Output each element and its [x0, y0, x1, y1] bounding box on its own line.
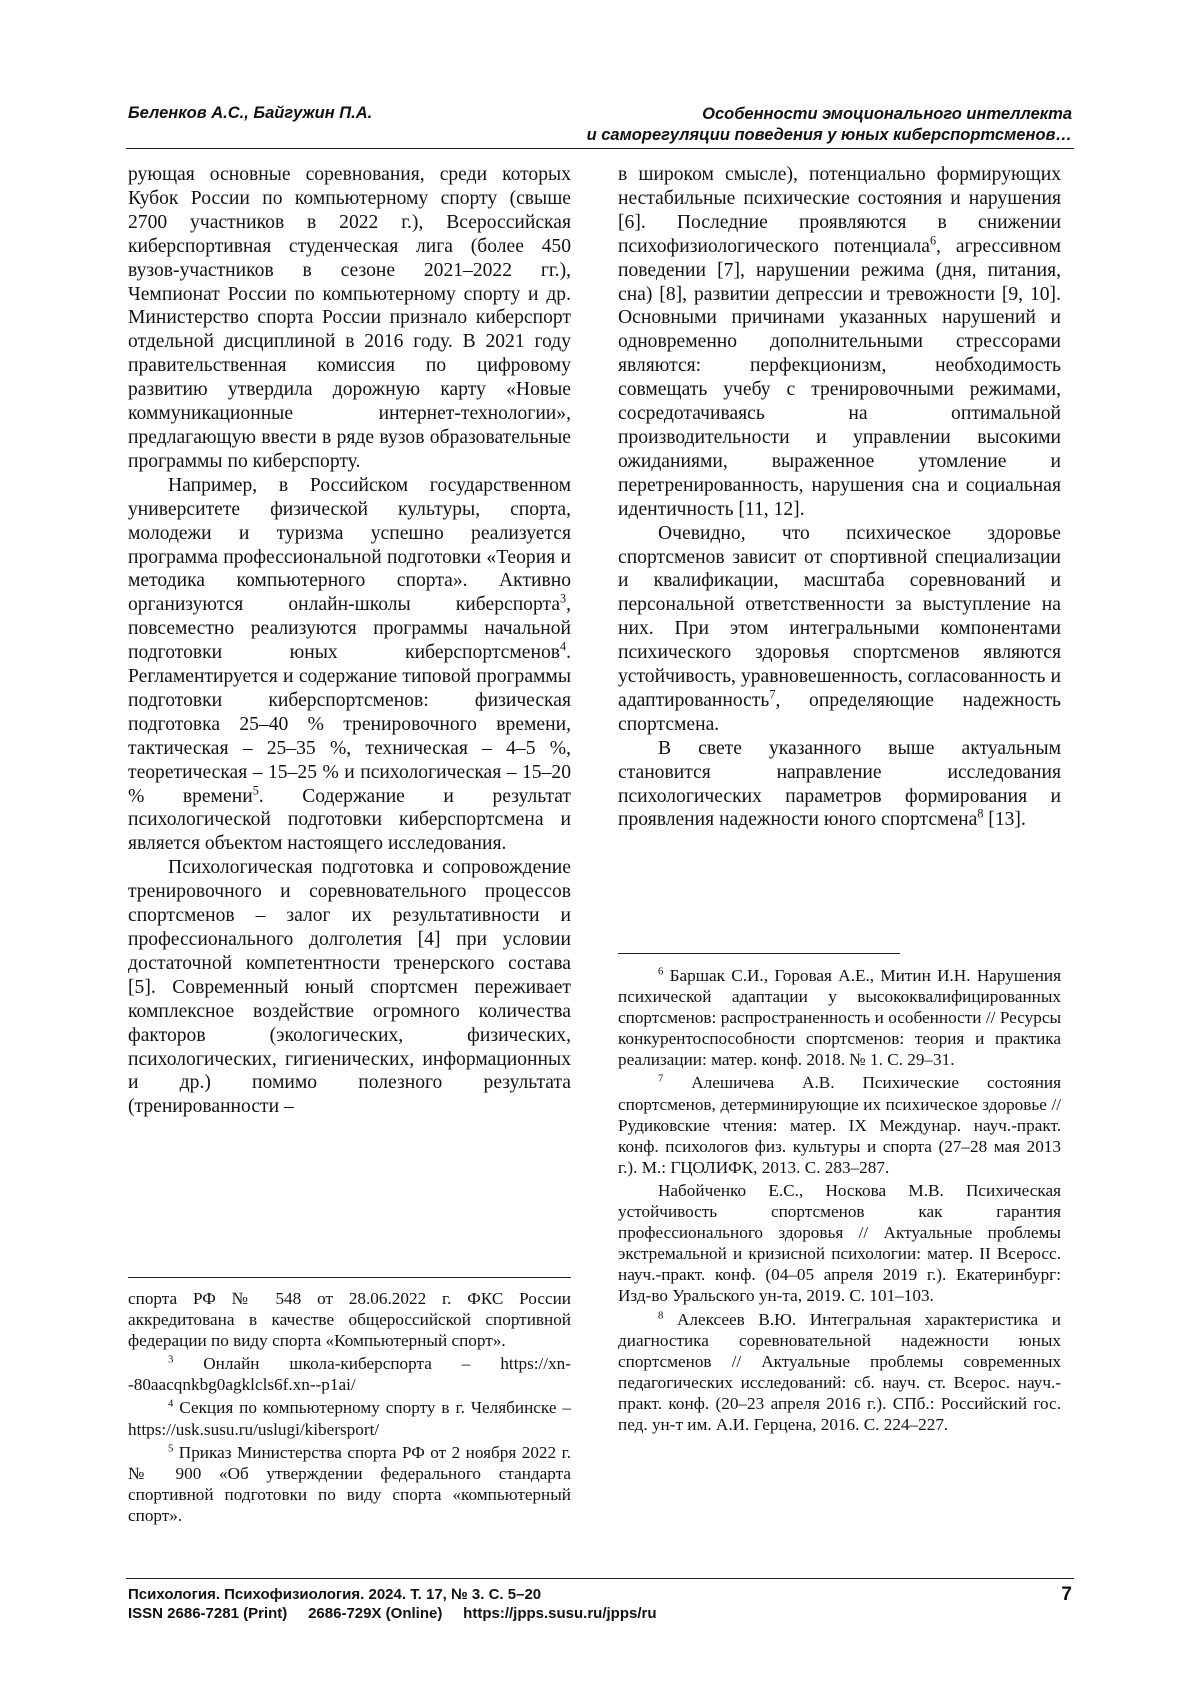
issn-online: 2686-729X (Online) — [308, 1605, 443, 1622]
page-number: 7 — [1061, 1584, 1072, 1605]
right-column — [618, 163, 1061, 832]
right-footnotes — [618, 965, 1061, 1437]
footnote-ref: 4 — [560, 639, 567, 654]
paragraph: Психологическая подготовка и сопровождение тренировочного и соревновательного процессов спортсменов – залог их результативности и профессионального долголетия [4] при условии достаточной компетентности тренерского состава [5]. Современный юный спортсмен переживает комплексное воздействие огромного количества факторов (экологических, физических, психологических, гигиенических, информационных и др.) помимо полезного результата (тренированности – — [128, 857, 571, 1118]
footnote: Набойченко Е.С., Носкова М.В. Психическая устойчивость спортсменов как гарантия профессионального здоровья // Актуальные проблемы экстремальной и кризисной психологии: матер. II Всеросс. науч.-практ. конф. (04–05 апреля 2019 г.). Екатеринбург: Изд-во Уральского ун-та, 2019. С. 101–103. — [618, 1180, 1061, 1306]
footnote-text: Онлайн школа-киберспорта – https://xn--80aacqnkbg0agklcls6f.xn--p1ai/ — [128, 1354, 571, 1395]
text-run: , повсеместно реализуются программы начальной подготовки юных киберспортсменов — [128, 594, 571, 664]
left-footnotes — [128, 1288, 571, 1528]
footnote-ref: 8 — [977, 807, 984, 822]
journal-url: https://jpps.susu.ru/jpps/ru — [463, 1605, 657, 1622]
text-run: . Регламентируется и содержание типовой программы подготовки киберспортсменов: физическая подготовка 25–40 % тренировочного времени, тактическая – 25–35 %, техническая – 4–5 %, теоретическая – 15–25 % и психологическая – 15–20 % времени — [128, 642, 571, 807]
footnote-text: Секция по компьютерному спорту в г. Челябинске – https://usk.susu.ru/uslugi/kibersport/ — [128, 1398, 571, 1439]
footnote-text: Алексеев В.Ю. Интегральная характеристика и диагностика соревновательной надежности юных спортсменов // Актуальные проблемы современных педагогических исследований: сб. науч. ст. Всерос. науч.-практ. конф. (20–23 апреля 2016 г.). СПб.: Российский гос. пед. ун-т им. А.И. Герцена, 2016. С. 224–227. — [618, 1309, 1061, 1434]
running-footer — [128, 1585, 657, 1623]
footnote — [618, 1309, 1061, 1436]
issn-line — [128, 1604, 657, 1623]
header-divider — [126, 148, 1074, 149]
text-run: Очевидно, что психическое здоровье спортсменов зависит от спортивной специализации и квалификации, масштаба соревнований и персональной ответственности за выступление на них. При этом интегральными компонентами психического здоровья спортсменов являются устойчивость, уравновешенность, согласованность и адаптированность — [618, 522, 1061, 711]
footnote-continuation: спорта РФ № 548 от 28.06.2022 г. ФКС России аккредитована в качестве общероссийской спортивной федерации по виду спорта «Компьютерный спорт». — [128, 1289, 571, 1351]
footnote-text: Баршак С.И., Горовая А.Е., Митин И.Н. Нарушения психической адаптации у высококвалифицированных спортсменов: распространенность и особенности // Ресурсы конкурентоспособности спортсменов: теория и практика реализации: матер. конф. 2018. № 1. С. 29–31. — [618, 966, 1061, 1070]
footnote-ref: 6 — [929, 233, 937, 248]
issn-print: ISSN 2686-7281 (Print) — [128, 1605, 288, 1622]
journal-citation: Психология. Психофизиология. 2024. Т. 17, № 3. С. 5–20 — [128, 1586, 542, 1603]
footer-divider — [126, 1578, 1074, 1579]
running-header-title-line2: и саморегуляции поведения у юных киберспортсменов… — [586, 126, 1072, 144]
footnote-divider — [618, 953, 900, 954]
footnote-text: Приказ Министерства спорта РФ от 2 ноября 2022 г. № 900 «Об утверждении федерального стандарта спортивной подготовки по виду спорта «компьютерный спорт». — [128, 1442, 571, 1525]
text-run: [13]. — [983, 809, 1026, 831]
text-run: В свете указанного выше актуальным становится направление исследования психологических параметров формирования и проявления надежности юного спортсмена — [618, 737, 1061, 831]
running-header-title-line1: Особенности эмоционального интеллекта — [702, 105, 1072, 123]
footnote-ref: 7 — [769, 687, 776, 702]
footnote-number: 6 — [658, 966, 664, 978]
text-run: . Содержание и результат психологической подготовки киберспортсмена и является объектом настоящего исследования. — [128, 785, 571, 855]
footnote-ref: 3 — [560, 592, 567, 607]
text-run: , определяющие надежность спортсмена. — [618, 689, 1061, 735]
footnote-number: 8 — [658, 1310, 664, 1322]
footnote — [128, 1442, 571, 1526]
paragraph — [618, 163, 1061, 522]
footnote-number: 5 — [168, 1443, 174, 1455]
footnote-number: 4 — [168, 1399, 174, 1411]
text-run: , агрессивном поведении [7], нарушении режима (дня, питания, сна) [8], развитии депрессии и тревожности [9, 10]. Основными причинами указанных нарушений и одновременно дополнительными стрессорами являются: перфекционизм, необходимость совмещать учебу с тренировочными режимами, сосредотачиваясь на оптимальной производительности и управлении высокими ожиданиями, выраженное утомление и перетренированность, нарушения сна и социальная идентичность [11, 12]. — [618, 235, 1061, 520]
left-column — [128, 163, 571, 1119]
footnote-ref: 5 — [252, 783, 259, 798]
running-header-title — [472, 104, 1072, 146]
running-header-authors: Беленков А.С., Байгужин П.А. — [128, 104, 373, 122]
footnote — [128, 1397, 571, 1439]
footnote-divider — [128, 1277, 571, 1278]
footnote-number: 7 — [658, 1074, 664, 1086]
footnote — [128, 1353, 571, 1395]
footnote-text: Алешичева А.В. Психические состояния спортсменов, детерминирующие их психическое здоровье // Рудиковские чтения: матер. IX Междунар. науч.-практ. конф. психологов физ. культуры и спорта (27–28 мая 2013 г.). М.: ГЦОЛИФК, 2013. С. 283–287. — [618, 1073, 1061, 1177]
text-run: Например, в Российском государственном университете физической культуры, спорта, молодежи и туризма успешно реализуется программа профессиональной подготовки «Теория и методика компьютерного спорта». Активно организуются онлайн-школы киберспорта — [128, 474, 571, 616]
footnote — [618, 965, 1061, 1070]
paragraph — [618, 522, 1061, 737]
footnote-number: 3 — [168, 1354, 174, 1366]
paragraph: рующая основные соревнования, среди которых Кубок России по компьютерному спорту (свыше 2700 участников в 2022 г.), Всероссийская киберспортивная студенческая лига (более 450 вузов-участников в сезоне 2021–2022 гг.), Чемпионат России по компьютерному спорту и др. Министерство спорта России признало киберспорт отдельной дисциплиной в 2016 году. В 2021 году правительственная комиссия по цифровому развитию утвердила дорожную карту «Новые коммуникационные интернет-технологии», предлагающую ввести в ряде вузов образовательные программы по киберспорту. — [128, 164, 571, 472]
paragraph — [128, 474, 571, 857]
text-run: в широком смысле), потенциально формирующих нестабильные психические состояния и нарушения [6]. Последние проявляются в снижении психофизиологического потенциала — [618, 164, 1061, 257]
footnote — [618, 1072, 1061, 1177]
paragraph — [618, 737, 1061, 833]
